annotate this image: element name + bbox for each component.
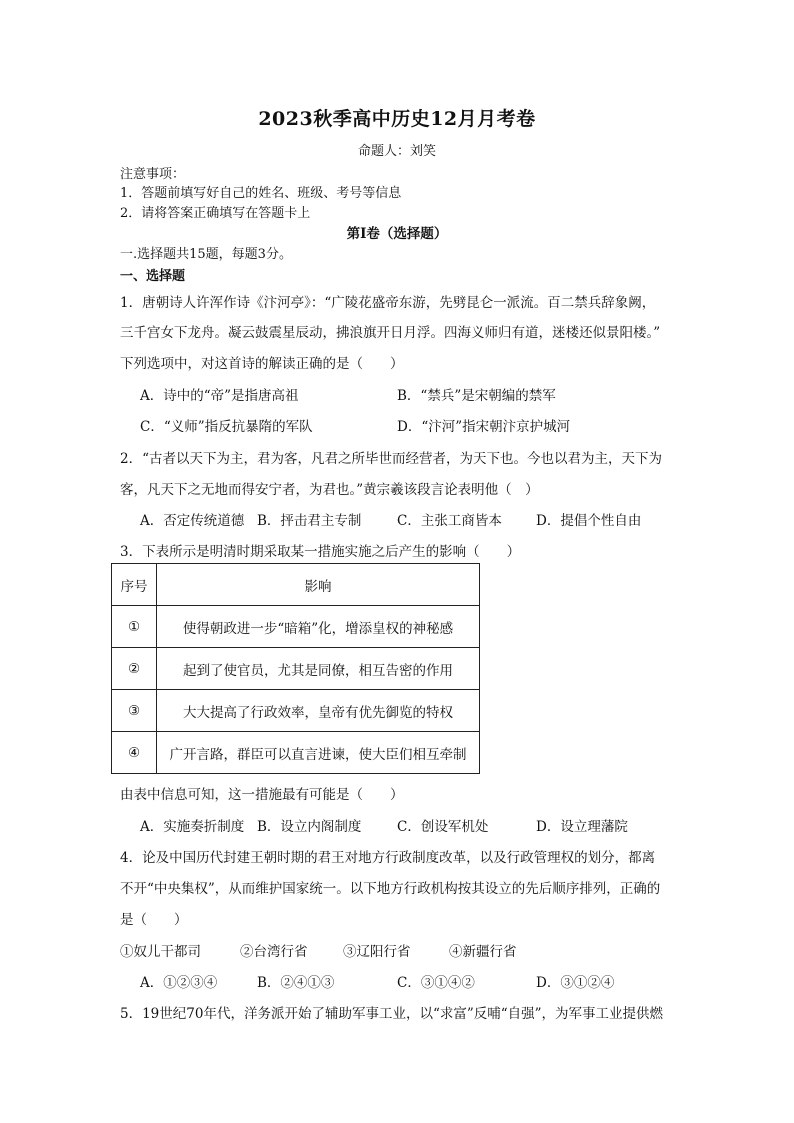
question-4-option-d: D．③①②④ [536, 975, 615, 991]
question-4-option-b: B．②④①③ [257, 975, 335, 991]
section-title: 一、选择题 [120, 269, 186, 284]
table-cell-number: ② [112, 648, 157, 690]
table-cell-number: ③ [112, 690, 157, 732]
question-1-line: 1．唐朝诗人许浑作诗《汴河亭》：“广陵花盛帝东游，先劈昆仑一派流。百二禁兵辞象阙， [120, 295, 656, 311]
question-4-option-c: C．③①④② [397, 975, 475, 991]
question-3-option-c: C．创设军机处 [397, 819, 489, 835]
table-header-row [112, 564, 480, 606]
table-cell-number: ④ [112, 732, 157, 774]
question-1-line: 下列选项中，对这首诗的解读正确的是（ ） [120, 356, 404, 372]
table-row [112, 732, 480, 774]
table-row [112, 606, 480, 648]
question-3-option-b: B．设立内阁制度 [257, 819, 362, 835]
question-2-line: 2．“古者以天下为主，君为客，凡君之所毕世而经营者，为天下也。今也以君为主，天下为 [120, 451, 662, 467]
question-3-followup: 由表中信息可知，这一措施最有可能是（ ） [120, 787, 404, 803]
question-1-option-c: C．“义师”指反抗暴隋的军队 [140, 419, 313, 435]
question-4-line: 不开“中央集权”，从而维护国家统一。以下地方行政机构按其设立的先后顺序排列，正确的 [120, 881, 661, 897]
table-cell-number: ① [112, 606, 157, 648]
section-description: 一.选择题共15题，每题3分。 [120, 247, 292, 262]
table-cell-effect: 广开言路，群臣可以直言进谏，使大臣们相互牵制 [157, 732, 480, 774]
question-5-line: 5．19世纪70年代，洋务派开始了辅助军事工业，以“求富”反哺“自强”，为军事工业提供燃 [120, 1006, 664, 1022]
question-4-item: ④新疆行省 [449, 944, 517, 960]
table-row [112, 690, 480, 732]
notes-heading: 注意事项： [120, 167, 186, 182]
table-cell-effect: 使得朝政进一步“暗箱”化，增添皇权的神秘感 [157, 606, 480, 648]
table-header-cell: 序号 [112, 564, 157, 606]
table-row [112, 648, 480, 690]
question-4-line: 4．论及中国历代封建王朝时期的君王对地方行政制度改革，以及行政管理权的划分，都离 [120, 850, 656, 866]
question-2-option-b: B．抨击君主专制 [257, 513, 362, 529]
exam-title: 2023秋季高中历史12月月考卷 [258, 108, 536, 130]
question-2-option-a: A．否定传统道德 [140, 513, 245, 529]
question-4-item: ②台湾行省 [240, 944, 308, 960]
table-cell-effect: 大大提高了行政效率，皇帝有优先御览的特权 [157, 690, 480, 732]
question-2-line: 客，凡天下之无地而得安宁者，为君也。”黄宗羲该段言论表明他（ ） [120, 482, 539, 498]
question-3-table [111, 563, 480, 774]
question-3-option-d: D．设立理藩院 [536, 819, 628, 835]
question-1-option-b: B．“禁兵”是宋朝编的禁军 [397, 388, 556, 404]
question-4-option-a: A．①②③④ [140, 975, 218, 991]
question-1-line: 三千宫女下龙舟。凝云鼓震星辰动，拂浪旗开日月浮。四海义师归有道，迷楼还似景阳楼。” [120, 325, 661, 341]
question-3-option-a: A．实施奏折制度 [140, 819, 245, 835]
question-2-option-c: C．主张工商皆本 [397, 513, 502, 529]
question-3-stem: 3．下表所示是明清时期采取某一措施实施之后产生的影响（ ） [120, 544, 521, 560]
question-4-line: 是（ ） [120, 912, 188, 928]
volume-title: 第I卷（选择题） [346, 226, 448, 242]
exam-author: 命题人：刘笑 [357, 144, 436, 159]
question-2-option-d: D．提倡个性自由 [536, 513, 642, 529]
question-1-option-d: D．“汴河”指宋朝汴京护城河 [397, 419, 571, 435]
question-4-item: ①奴儿干都司 [120, 944, 201, 960]
note-item: 2．请将答案正确填写在答题卡上 [120, 206, 311, 221]
table-cell-effect: 起到了使官员，尤其是同僚，相互告密的作用 [157, 648, 480, 690]
note-item: 1．答题前填写好自己的姓名、班级、考号等信息 [120, 186, 402, 201]
question-1-option-a: A．诗中的“帝”是指唐高祖 [140, 388, 299, 404]
question-4-item: ③辽阳行省 [343, 944, 411, 960]
table-header-cell: 影响 [157, 564, 480, 606]
